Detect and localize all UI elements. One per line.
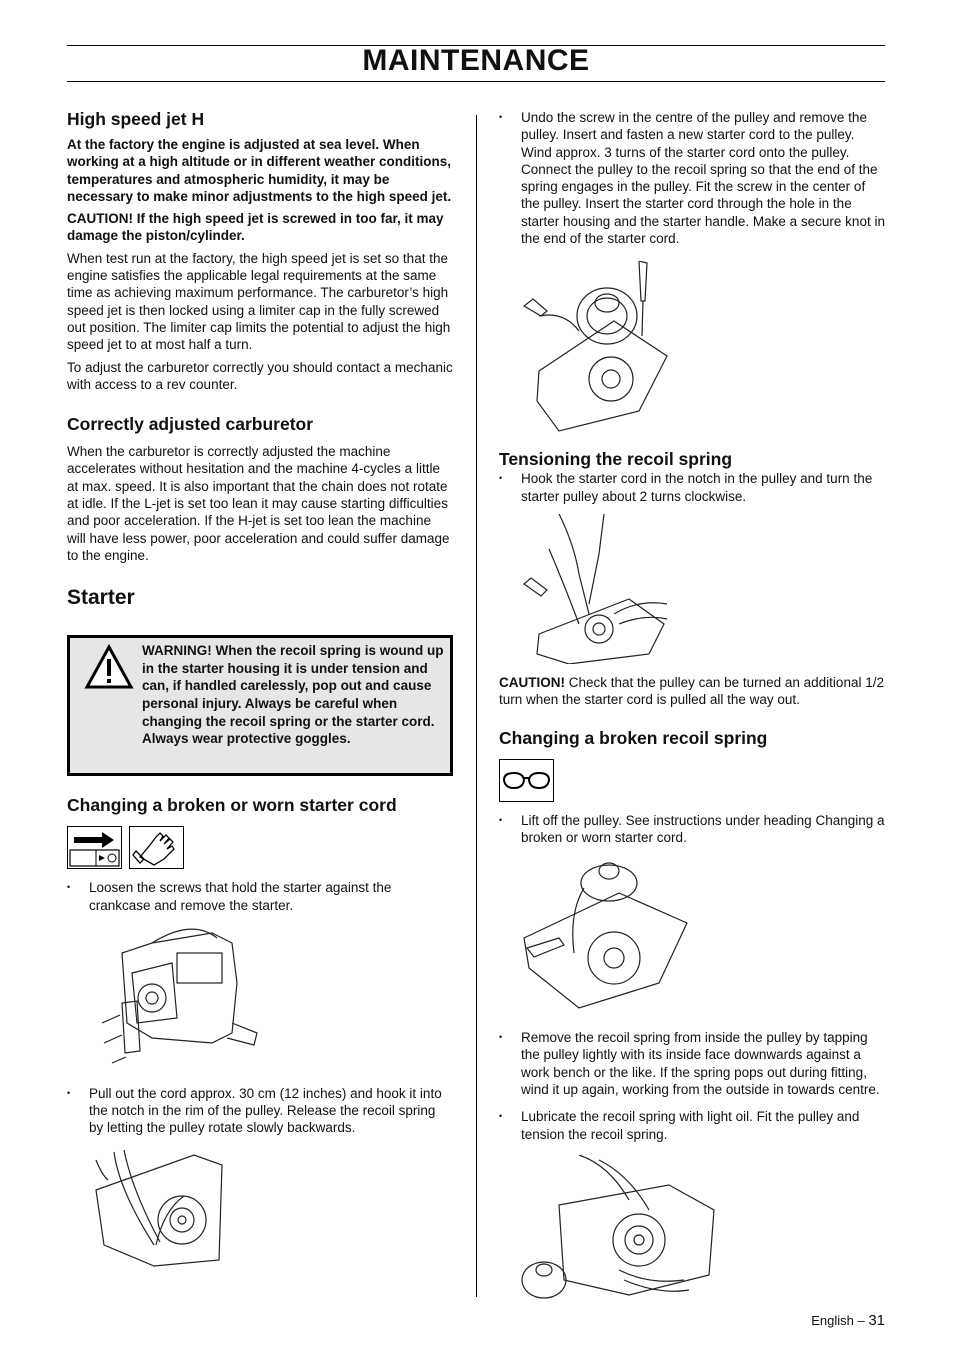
- lift-pulley-illustration: [519, 853, 689, 1013]
- manual-arrow-icon: [67, 826, 122, 869]
- page-title: MAINTENANCE: [362, 44, 590, 77]
- caution-label: CAUTION!: [499, 674, 565, 690]
- spring-step-3: • Lubricate the recoil spring with light oil. Fit the pulley and tension the recoil spring.: [499, 1108, 885, 1143]
- hsj-bold-paragraph: At the factory the engine is adjusted at sea level. When working at a high altitude or in different weather conditions, temperatures and atmospheric humidity, it may be necessary to make minor adjustments to the high speed jet.: [67, 137, 452, 204]
- warning-box: [67, 635, 453, 776]
- pictogram-row: [67, 826, 453, 871]
- gloves-icon: [129, 826, 184, 869]
- pulley-step: • Undo the screw in the centre of the pulley and remove the pulley. Insert and fasten a new starter cord to the pulley. Wind approx. 3 turns of the starter cord onto the pulley. Connect the pulley to the recoil spring so that the end of the spring engages in the pulley. Fit the screw in the center of the pulley. Insert the starter cord through the hole in the starter housing and the starter handle. Make a secure knot in the end of the starter cord.: [499, 109, 885, 247]
- heading-tensioning: Tensioning the recoil spring: [499, 449, 733, 470]
- cord-step-2: • Pull out the cord approx. 30 cm (12 inches) and hook it into the notch in the rim of the pulley. Release the recoil spring by letting the pulley rotate slowly backwards.: [67, 1085, 453, 1137]
- cord-step-1: • Loosen the screws that hold the starter against the crankcase and remove the starter.: [67, 879, 453, 914]
- heading-high-speed-jet: High speed jet H: [67, 109, 205, 129]
- heading-starter-cord: Changing a broken or worn starter cord: [67, 795, 397, 816]
- hsj-caution: CAUTION! If the high speed jet is screwed in too far, it may damage the piston/cylinder.: [67, 211, 444, 244]
- lubricate-spring-illustration: [519, 1155, 719, 1305]
- header-rule-bottom: [67, 81, 885, 82]
- hsj-paragraph-1: When test run at the factory, the high speed jet is set so that the engine satisfies the applicable legal requirements at the same time as achieving maximum performance. The carburetor’s high speed jet is then locked using a limiter cap in the fully screwed out position. The limiter cap limits the potential to adjust the high speed jet to at most half a turn.: [67, 250, 451, 353]
- page-footer: [811, 1312, 885, 1329]
- column-divider: [476, 115, 477, 1297]
- hsj-paragraph-2: To adjust the carburetor correctly you should contact a mechanic with access to a rev counter.: [67, 359, 453, 392]
- tensioning-spring-illustration: [519, 514, 669, 664]
- tension-caution: [499, 674, 885, 709]
- heading-starter: Starter: [67, 586, 135, 610]
- spring-step-2: • Remove the recoil spring from inside the pulley by tapping the pulley lightly with its inside face downwards against a work bench or the like. If the spring pops out during fitting, wind it up again, working from the outside in towards centre.: [499, 1029, 885, 1098]
- tension-step: • Hook the starter cord in the notch in the pulley and turn the starter pulley about 2 turns clockwise.: [499, 470, 885, 505]
- spring-step-1: • Lift off the pulley. See instructions under heading Changing a broken or worn starter cord.: [499, 812, 885, 847]
- footer-separator: –: [857, 1313, 865, 1328]
- goggles-icon: [499, 759, 554, 802]
- page-number: 31: [868, 1312, 885, 1329]
- left-column: [67, 108, 453, 1268]
- chainsaw-starter-removal-illustration: [92, 923, 262, 1073]
- footer-language: English: [811, 1313, 854, 1328]
- carburetor-paragraph: When the carburetor is correctly adjusted the machine accelerates without hesitation and the machine 4-cycles a little at max. speed. It is also important that the chain does not rotate at idle. If the L-jet is set too lean it may cause starting difficulties and poor acceleration. If the H-jet is set too lean the machine will have less power, poor acceleration and could suffer damage to the engine.: [67, 444, 450, 563]
- warning-triangle-icon: [84, 644, 134, 690]
- heading-changing-spring: Changing a broken recoil spring: [499, 727, 768, 748]
- pulley-and-screwdriver-illustration: [519, 261, 669, 436]
- pulley-cord-hook-illustration: [94, 1150, 224, 1268]
- heading-correctly-adjusted: Correctly adjusted carburetor: [67, 414, 314, 435]
- caution-text: Check that the pulley can be turned an additional 1/2 turn when the starter cord is pulled all the way out.: [499, 674, 884, 708]
- right-column: [499, 108, 885, 1305]
- warning-text: WARNING! When the recoil spring is wound up in the starter housing it is under tension and can, if handled carelessly, pop out and cause personal injury. Always be careful when changing the recoil spring or the starter cord. Always wear protective goggles.: [142, 643, 444, 747]
